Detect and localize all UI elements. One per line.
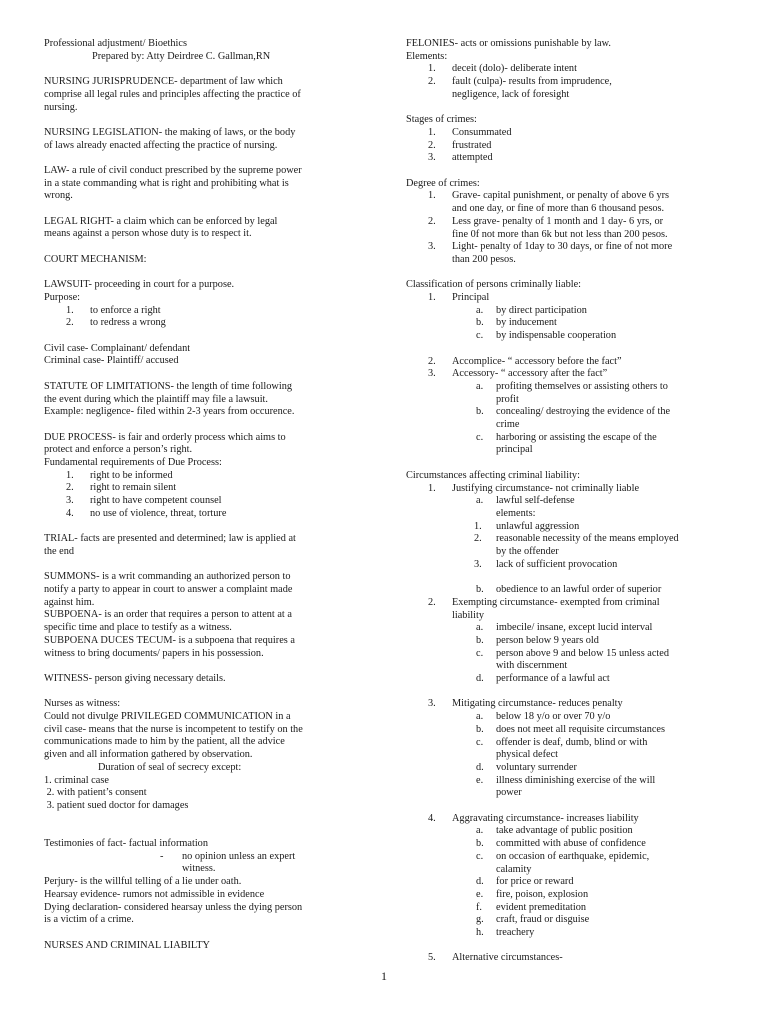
- sub-list-item: h. treachery: [476, 927, 535, 939]
- p-nursing-jurisprudence: NURSING JURISPRUDENCE- department of law which comprise all legal rules and principles affecting the practice of nursing.: [44, 76, 301, 113]
- list-item: 1. Principal: [428, 292, 490, 304]
- sub-list-item: d. for price or reward: [476, 876, 574, 888]
- p-civil-case: Civil case- Complainant/ defendant: [44, 342, 191, 354]
- list-item: 1. criminal case: [44, 774, 109, 786]
- sub-list-item-cont: physical defect: [496, 749, 559, 761]
- list-item: 2. fault (culpa)- results from imprudence,: [428, 76, 612, 88]
- sub-list-item: b. committed with abuse of confidence: [476, 838, 646, 850]
- sub-list-item-cont: by the offender: [496, 546, 559, 558]
- sub-list-item: a. take advantage of public position: [476, 825, 633, 837]
- heading-court-mechanism: COURT MECHANISM:: [44, 253, 147, 265]
- list-item: 5. Alternative circumstances-: [428, 952, 563, 964]
- sub-list-item: b. concealing/ destroying the evidence of the: [476, 406, 671, 418]
- list-item: 3. patient sued doctor for damages: [44, 799, 189, 811]
- sub-list-item: 1. unlawful aggression: [474, 520, 580, 532]
- list-item: 1. deceit (dolo)- deliberate intent: [428, 63, 577, 75]
- list-item: 2. to redress a wrong: [66, 317, 166, 329]
- elements-label: Elements:: [406, 50, 448, 62]
- p-seal-duration: Duration of seal of secrecy except:: [98, 761, 242, 773]
- list-item: 3. Light- penalty of 1day to 30 days, or fine of not more: [428, 241, 673, 253]
- p-testimonies-of-fact: Testimonies of fact- factual information: [44, 838, 208, 850]
- sub-list-item: b. does not meet all requisite circumstances: [476, 723, 665, 735]
- list-item-cont: liability: [452, 609, 485, 621]
- doc-subject: Professional adjustment/ Bioethics: [44, 38, 187, 49]
- heading-nurses-criminal-liability: NURSES AND CRIMINAL LIABILTY: [44, 939, 210, 951]
- p-felonies: FELONIES- acts or omissions punishable by law.: [406, 38, 611, 49]
- sub-list-item: b. by inducement: [476, 317, 557, 329]
- p-nursing-legislation: NURSING LEGISLATION- the making of laws, or the body of laws already enacted affecting the practice of nursing.: [44, 126, 296, 151]
- left-column: [44, 38, 366, 952]
- sub-list-item: e. fire, poison, explosion: [476, 888, 589, 900]
- sub-list-item: c. offender is deaf, dumb, blind or with: [476, 736, 648, 748]
- sub-list-item: b. person below 9 years old: [476, 634, 599, 646]
- list-item: 3. Accessory- “ accessory after the fact”: [428, 368, 608, 380]
- list-item-cont: than 200 pesos.: [452, 253, 516, 265]
- list-item: 2. Exempting circumstance- exempted from criminal: [428, 596, 660, 608]
- list-item: 1. Consummated: [428, 126, 512, 138]
- p-criminal-case: Criminal case- Plaintiff/ accused: [44, 355, 179, 367]
- list-item: 2. right to remain silent: [66, 482, 177, 494]
- p-legal-right: LEGAL RIGHT- a claim which can be enforced by legal means against a person whose duty is to respect it.: [44, 215, 278, 240]
- p-statute-of-limitations: STATUTE OF LIMITATIONS- the length of time following the event during which the plaintiff may file a lawsuit. Example: negligence- filed within 2-3 years from occurence.: [44, 380, 295, 418]
- list-item: 1. right to be informed: [66, 469, 173, 481]
- sub-list-item: 3. lack of sufficient provocation: [474, 558, 618, 570]
- sub-list-item: c. harboring or assisting the escape of the: [476, 431, 657, 443]
- p-summons-subpoena: SUMMONS- is a writ commanding an authorized person to notify a party to appear in court to answer a complaint made against him. SUBPOENA- is an order that requires a person to attent at a specific time and place to testify as a witness. SUBPOENA DUCES TECUM- is a subpoena that requires a witness to bring documents/ papers in his possession.: [44, 571, 295, 659]
- sub-list-item: b. obedience to an lawful order of superior: [476, 584, 662, 596]
- list-item: 2. frustrated: [428, 139, 492, 151]
- list-item: 4. Aggravating circumstance- increases liability: [428, 812, 639, 824]
- list-item: 2. Accomplice- “ accessory before the fact”: [428, 355, 622, 367]
- sub-list-item: a. imbecile/ insane, except lucid interval: [476, 622, 653, 634]
- p-nurses-as-witness: Nurses as witness: Could not divulge PRIVILEGED COMMUNICATION in a civil case- means that the nurse is incompetent to testify on the communications made to him by the patient, all the advice given and all information gathered by observation.: [44, 698, 303, 761]
- p-witness: WITNESS- person giving necessary details.: [44, 672, 226, 684]
- list-item: - no opinion unless an expert: [160, 850, 296, 862]
- sub-list-label: elements:: [496, 507, 536, 519]
- list-item-cont: and one day, or fine of more than 6 thousand pesos.: [452, 203, 665, 215]
- sub-list-item-cont: crime: [496, 419, 520, 431]
- list-item: 3. right to have competent counsel: [66, 495, 222, 507]
- circumstances-label: Circumstances affecting criminal liability:: [406, 469, 580, 481]
- sub-list-item: a. below 18 y/o or over 70 y/o: [476, 711, 611, 723]
- p-law: LAW- a rule of civil conduct prescribed by the supreme power in a state commanding what is right and prohibiting what is wrong.: [44, 164, 302, 202]
- list-item: 2. with patient’s consent: [44, 787, 147, 799]
- list-item: 1. to enforce a right: [66, 304, 161, 316]
- classification-label: Classification of persons criminally liable:: [406, 279, 582, 291]
- doc-author: Prepared by: Atty Deirdree C. Gallman,RN: [92, 50, 271, 62]
- purpose-label: Purpose:: [44, 291, 81, 303]
- sub-list-item: g. craft, fraud or disguise: [476, 914, 590, 926]
- sub-list-item-cont: profit: [496, 393, 519, 405]
- sub-list-item: c. person above 9 and below 15 unless acted: [476, 647, 669, 659]
- sub-list-item: a. lawful self-defense: [476, 495, 575, 507]
- p-trial: TRIAL- facts are presented and determined; law is applied at the end: [44, 533, 296, 557]
- sub-list-item-cont: power: [496, 787, 522, 799]
- degree-label: Degree of crimes:: [406, 177, 480, 189]
- p-lawsuit: LAWSUIT- proceeding in court for a purpose.: [44, 279, 235, 291]
- sub-list-item: 2. reasonable necessity of the means employed: [474, 533, 679, 545]
- list-item-cont: witness.: [182, 863, 216, 875]
- list-item: 1. Grave- capital punishment, or penalty of above 6 yrs: [428, 190, 670, 202]
- sub-list-item: e. illness diminishing exercise of the will: [476, 774, 656, 786]
- sub-list-item: a. profiting themselves or assisting others to: [476, 380, 668, 392]
- p-perjury-hearsay: Perjury- is the willful telling of a lie under oath. Hearsay evidence- rumors not admissible in evidence Dying declaration- considered hearsay unless the dying person is a victim of a crime.: [44, 876, 303, 926]
- list-item: 2. Less grave- penalty of 1 month and 1 day- 6 yrs, or: [428, 215, 664, 227]
- sub-list-item: c. on occasion of earthquake, epidemic,: [476, 850, 650, 862]
- sub-list-item: f. evident premeditation: [476, 901, 587, 913]
- sub-list-item-cont: calamity: [496, 863, 532, 875]
- list-item: 1. Justifying circumstance- not criminally liable: [428, 482, 640, 494]
- sub-list-item: d. performance of a lawful act: [476, 673, 610, 685]
- list-item-cont: fine 0f not more than 6k but not less than 200 pesos.: [452, 228, 668, 240]
- right-column: [406, 38, 728, 965]
- sub-list-item: a. by direct participation: [476, 304, 587, 316]
- sub-list-item: d. voluntary surrender: [476, 761, 577, 773]
- page-number: 1: [381, 969, 387, 983]
- sub-list-item-cont: with discernment: [496, 660, 568, 672]
- list-item: 3. attempted: [428, 152, 493, 164]
- list-item: 4. no use of violence, threat, torture: [66, 507, 227, 519]
- sub-list-item: c. by indispensable cooperation: [476, 330, 617, 342]
- list-item: 3. Mitigating circumstance- reduces penalty: [428, 698, 623, 710]
- list-item-cont: negligence, lack of foresight: [452, 88, 570, 100]
- sub-list-item-cont: principal: [496, 444, 533, 456]
- p-due-process: DUE PROCESS- is fair and orderly process which aims to protect and enforce a person’s right. Fundamental requirements of Due Process:: [44, 431, 286, 469]
- stages-label: Stages of crimes:: [406, 114, 477, 126]
